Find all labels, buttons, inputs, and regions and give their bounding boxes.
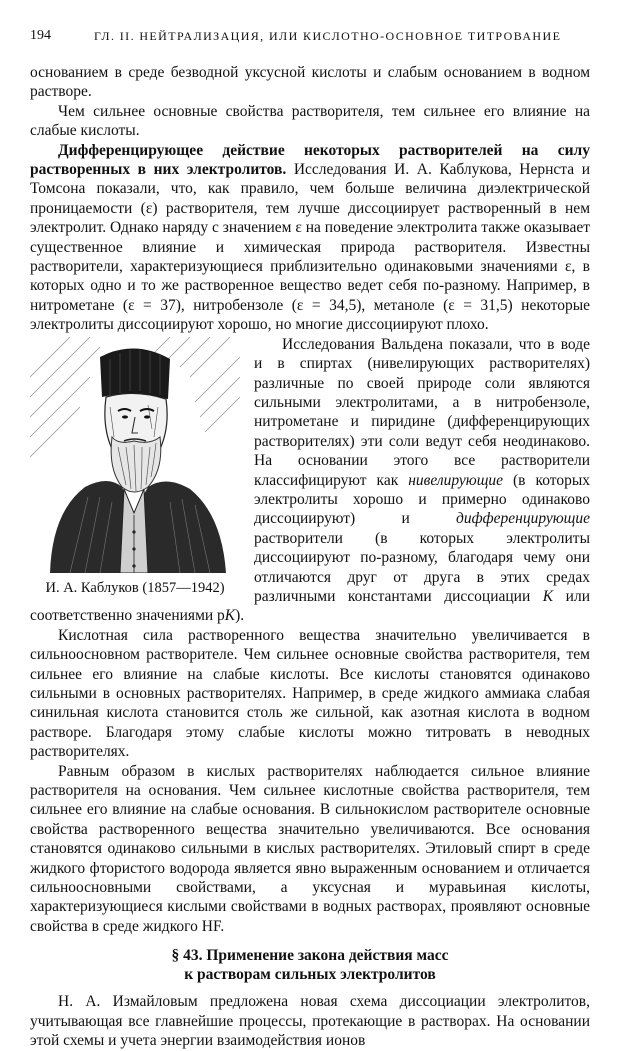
portrait-illustration	[30, 337, 240, 573]
text-run: (в которых электролиты хорошо и примерно одинаково диссоциируют) и	[254, 471, 590, 528]
running-title: ГЛ. II. НЕЙТРАЛИЗАЦИЯ, ИЛИ КИСЛОТНО-ОСНОВНОЕ ТИТРОВАНИЕ	[94, 29, 562, 43]
term-differentiating: дифференцирующие	[456, 510, 590, 528]
section-heading-line1: § 43. Применение закона действия масс	[171, 947, 449, 965]
page-body	[30, 63, 590, 1051]
paragraph-text: Исследования И. А. Каблукова, Нернста и Томсона показали, что, как правило, чем больше величина диэлектрической проницаемости (ε) растворителя, тем лучше диссоциирует растворенный в нем электролит. Однако наряду с значением ε на поведение электролита также оказывает существенное влияние и химическая природа растворителя. Известны растворители, характеризующиеся приблизительно одинаковыми значениями ε, в которых одно и то же растворенное вещество ведет себя по-разному. Например, в нитрометане (ε = 37), нитробензоле (ε = 34,5), метаноле (ε = 31,5) некоторые электролиты диссоциируют хорошо, но многие диссоциируют плохо.	[30, 161, 590, 334]
symbol-k: K	[224, 607, 236, 625]
figure-caption: И. А. Каблуков (1857—1942)	[45, 579, 225, 596]
section-heading	[30, 946, 590, 984]
symbol-k: K	[542, 587, 554, 605]
page-number: 194	[30, 28, 51, 43]
text-run: или соответственно значениями p	[30, 587, 591, 625]
paragraph-acid-strength: Кислотная сила растворенного вещества значительно увеличивается в сильноосновном растворителе. Чем сильнее основные свойства растворителя, тем сильнее его влияние на слабые кислоты. Все кислоты становятся одинаково сильными в основных растворителях. Например, в среде жидкого аммиака слабая синильная кислота становится столь же сильной, как азотная кислота в водном растворе. Благодаря этому слабые кислоты можно титровать в неводных растворителях.	[30, 626, 590, 761]
portrait-figure	[30, 337, 240, 597]
section-heading-line2: к растворам сильных электролитов	[184, 966, 436, 984]
text-run: Исследования Вальдена показали, что в воде и в спиртах (нивелирующих растворителях) различные по своей природе соли являются сильными электролитами, а в нитробензоле, нитрометане и пиридине (дифференцирующих растворителях) эти соли ведут себя неодинаково. На основании этого все растворители классифицируют как	[254, 335, 590, 489]
paragraph-heading: Дифференцирующее действие некоторых растворителей на силу растворенных в них электролитов.	[30, 141, 590, 179]
term-leveling: нивелирующие	[408, 471, 504, 489]
running-header	[30, 28, 590, 48]
text-run: растворители (в которых электролиты диссоциируют по-разному, благодаря чему они отличаются друг от друга в этих средах различными константами диссоциации	[254, 529, 590, 605]
paragraph-solvent-bases: Чем сильнее основные свойства растворителя, тем сильнее его влияние на слабые кислоты.	[30, 102, 590, 140]
paragraph-izmailov: Н. А. Измайловым предложена новая схема диссоциации электролитов, учитывающая все главнейшие процессы, протекающие в растворах. На основании этой схемы и учета энергии взаимодействия ионов	[30, 993, 590, 1050]
paragraph-differentiating-action	[30, 141, 590, 335]
paragraph-acidic-solvents: Равным образом в кислых растворителях наблюдается сильное влияние растворителя на основания. Чем сильнее кислотные свойства растворителя, тем сильнее его влияние на слабые основания. В сильнокислом растворителе основные свойства растворенного вещества значительно увеличиваются. Все основания становятся одинаково сильными в кислых растворителях. Этиловый спирт в среде жидкого фтористого водорода является явно выраженным основанием и отличается сильноосновными свойствами, а уксусная и муравьиная кислоты, характеризующиеся кислыми свойствами в водных растворах, проявляют основные свойства в среде жидкого HF.	[30, 762, 590, 935]
paragraph-continued: основанием в среде безводной уксусной кислоты и слабым основанием в водном растворе.	[30, 64, 590, 101]
text-run: ).	[235, 607, 245, 625]
